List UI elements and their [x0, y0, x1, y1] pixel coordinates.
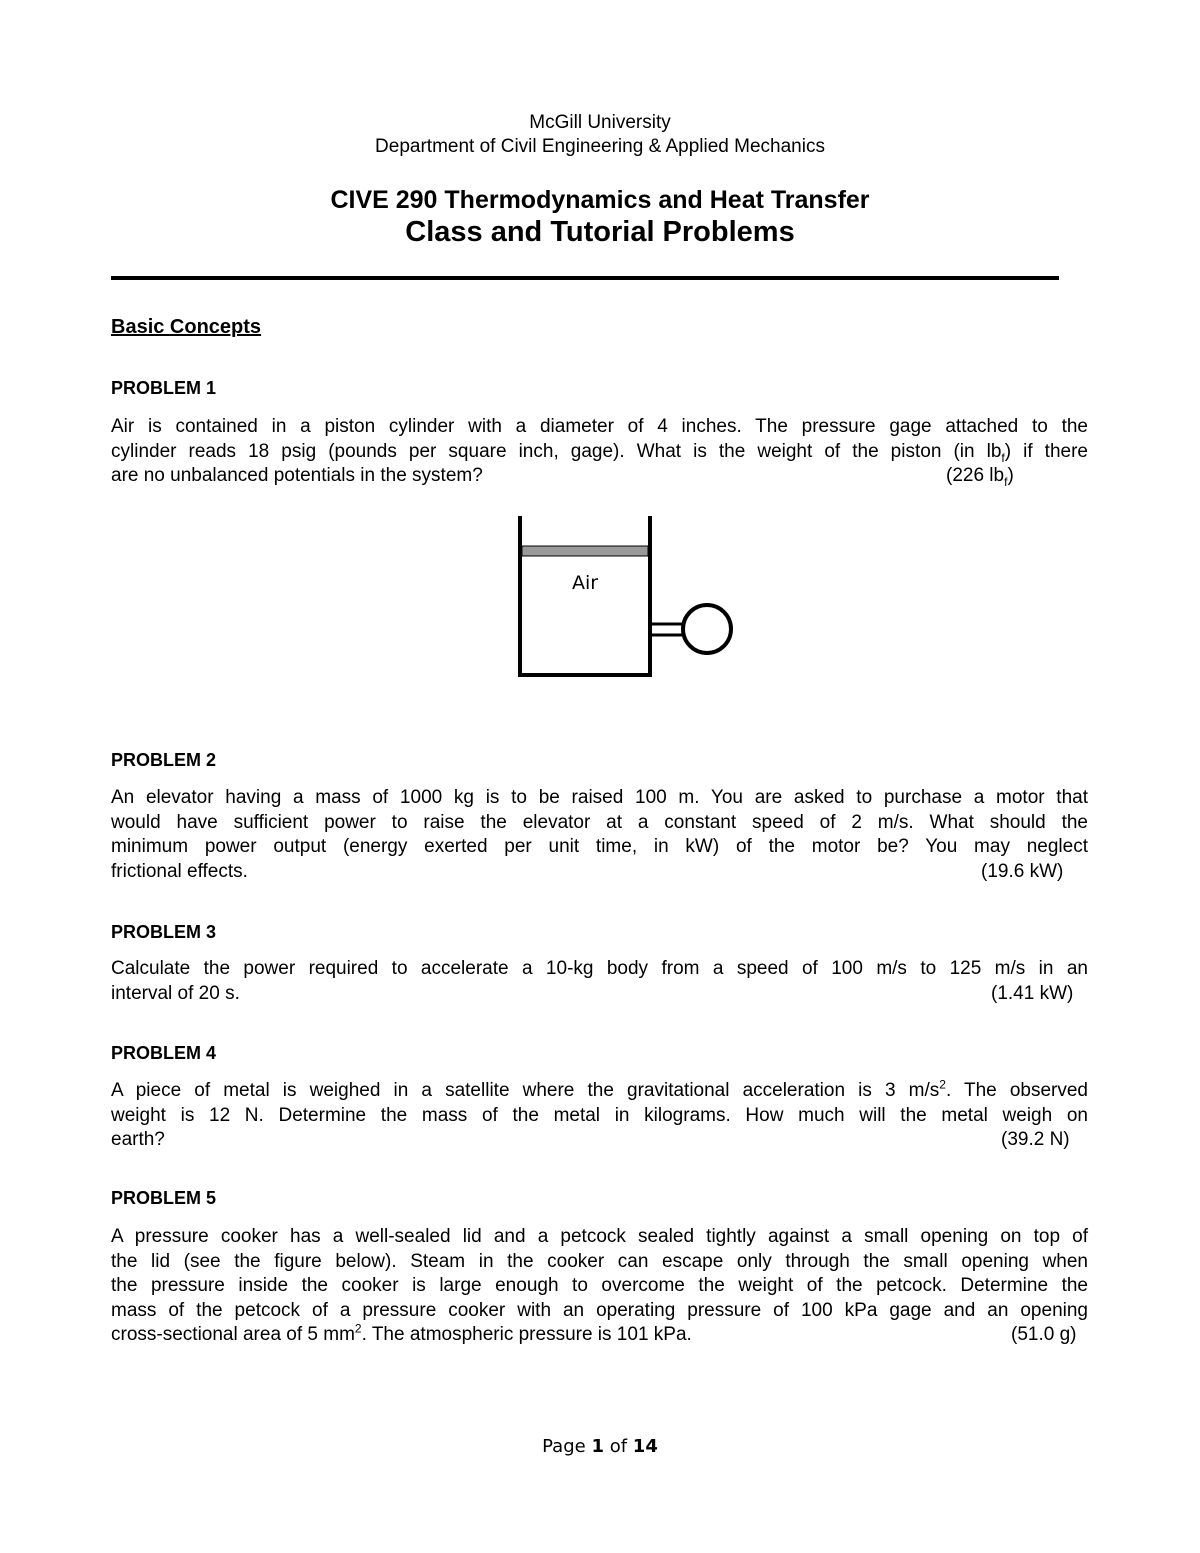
page-total: 14	[632, 1436, 658, 1457]
problem-2-text	[111, 786, 1088, 884]
course-title: CIVE 290 Thermodynamics and Heat Transfer	[330, 186, 870, 214]
problem-3-text	[111, 957, 1088, 1006]
problem-1-heading: PROBLEM 1	[111, 378, 217, 398]
section-heading: Basic Concepts	[111, 316, 262, 338]
problem-1-line: Air is contained in a piston cylinder with a diameter of 4 inches. The pressure gage attached to the	[111, 416, 1088, 437]
problem-4-heading: PROBLEM 4	[111, 1043, 217, 1063]
problem-5-answer: (51.0 g)	[1011, 1324, 1077, 1345]
problem-2-answer: (19.6 kW)	[981, 860, 1064, 882]
problem-3-answer: (1.41 kW)	[991, 982, 1074, 1004]
problem-4-line: weight is 12 N. Determine the mass of the metal in kilograms. How much will the metal weigh on	[111, 1104, 1088, 1126]
problem-5-line: cross-sectional area of 5 $mm^2$. The atmospheric pressure is 101 kPa. (51.0 g)	[111, 1323, 1088, 1348]
problem-4-line: earth? (39.2 N)	[111, 1128, 1088, 1153]
problem-3-line: interval of 20 s. (1.41 kW)	[111, 982, 1088, 1007]
problem-1-text	[111, 415, 1088, 489]
problem-2-heading: PROBLEM 2	[111, 750, 217, 770]
document-title: Class and Tutorial Problems	[405, 216, 795, 248]
problem-5-line: the pressure inside the cooker is large enough to overcome the weight of the petcock. Determine the	[111, 1275, 1088, 1296]
pressure-gage-icon	[683, 605, 731, 653]
problem-4-text	[111, 1079, 1088, 1153]
university-name: McGill University	[529, 112, 671, 133]
page-footer	[0, 1436, 1200, 1457]
problem-4-line: A piece of metal is weighed in a satellite where the gravitational acceleration is 3 $m/s^2$. The observed	[111, 1077, 1088, 1101]
page-word: Page	[542, 1436, 586, 1457]
problem-2-line: frictional effects. (19.6 kW)	[111, 860, 1088, 885]
problem-5-heading: PROBLEM 5	[111, 1188, 217, 1208]
problem-1-line: are no unbalanced potentials in the system? (226 $lb_f$)	[111, 465, 1014, 489]
problem-3-heading: PROBLEM 3	[111, 922, 217, 942]
problem-2-line: minimum power output (energy exerted per unit time, in kW) of the motor be? You may neglect	[111, 836, 1088, 857]
problem-5-line: the lid (see the figure below). Steam in the cooker can escape only through the small opening when	[111, 1250, 1088, 1272]
page-number: 1	[591, 1436, 604, 1457]
header-rule	[111, 276, 1059, 280]
problem-2-line: would have sufficient power to raise the elevator at a constant speed of 2 m/s. What should the	[111, 811, 1088, 833]
piston	[522, 546, 648, 556]
of-word: of	[609, 1436, 628, 1457]
problem-5-text	[111, 1225, 1088, 1348]
problem-4-answer: (39.2 N)	[1001, 1129, 1070, 1150]
figure-label: Air	[571, 572, 599, 594]
problem-2-line: An elevator having a mass of 1000 kg is to be raised 100 m. You are asked to purchase a motor that	[111, 787, 1088, 808]
problem-5-line: mass of the petcock of a pressure cooker with an operating pressure of 100 kPa gage and an opening	[111, 1299, 1088, 1321]
piston-cylinder-figure	[510, 510, 750, 685]
problem-1-line: cylinder reads 18 psig (pounds per square inch, gage). What is the weight of the piston (in $lb_f$) if there	[111, 440, 1088, 465]
problem-5-line: A pressure cooker has a well-sealed lid and a petcock sealed tightly against a small opening on top of	[111, 1226, 1088, 1247]
problem-1-answer: (226 $lb_f$)	[946, 465, 1014, 489]
department-name: Department of Civil Engineering & Applied Mechanics	[375, 136, 825, 157]
problem-3-line: Calculate the power required to accelerate a 10-kg body from a speed of 100 m/s to 125 m/s in an	[111, 958, 1088, 979]
